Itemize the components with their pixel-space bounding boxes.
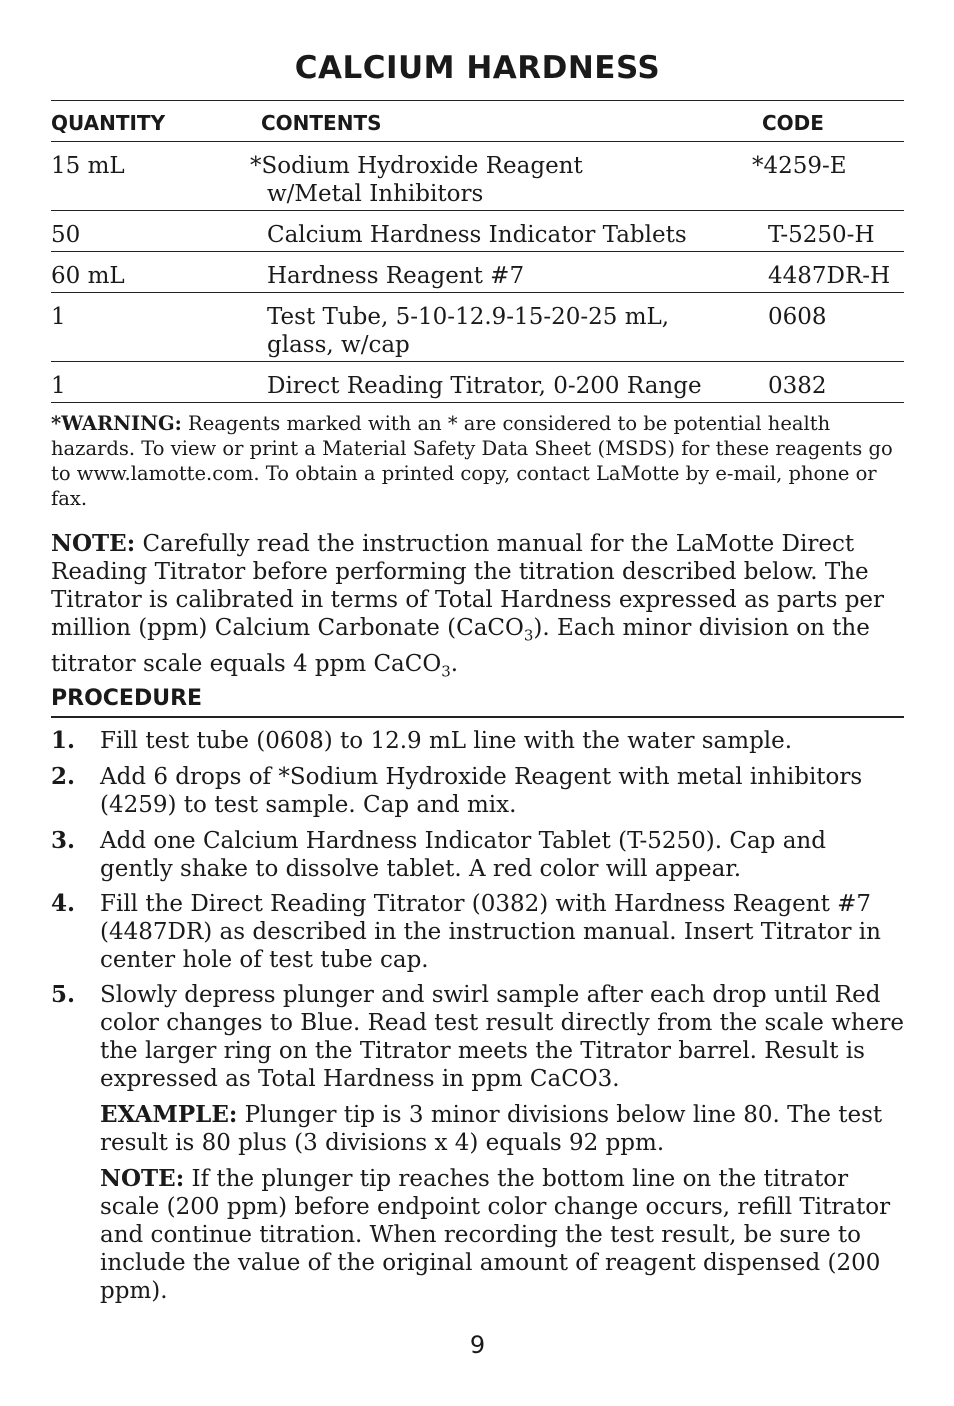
row-code: T-5250-H [768,222,875,248]
row-contents: Calcium Hardness Indicator Tablets [267,222,687,248]
row-contents: Direct Reading Titrator, 0-200 Range [267,373,702,399]
page-number: 9 [469,1331,486,1359]
header-contents: CONTENTS [261,111,382,135]
example-paragraph [100,1101,904,1157]
note-label: NOTE: [51,530,136,557]
note-text-a: Carefully read the instruction manual for the LaMotte Direct Reading Titrator before performing the titration described below. The Titrator is calibrated in terms of Total Hardness expressed as parts per million (ppm) Calcium Carbonate (CaCO [51,531,885,641]
row-code: 0382 [768,373,827,399]
procedure-title: PROCEDURE [51,686,203,711]
note-subscript-b: 3 [441,662,451,681]
note-text-b: ). Each minor division on the titrator scale equals 4 ppm CaCO [51,615,870,677]
step-number: 5. [51,981,76,1008]
example-text: Plunger tip is 3 minor divisions below line 80. The test result is 80 plus (3 divisions x 4) equals 92 ppm. [100,1102,883,1156]
row-code: 0608 [768,304,827,330]
warning-paragraph [51,411,904,511]
row-contents: Hardness Reagent #7 [267,263,525,289]
step-number: 1. [51,727,76,754]
step-text: Slowly depress plunger and swirl sample after each drop until Red color changes to Blue. Read test result directly from the scale where the larger ring on the Titrator meets the Titrator barrel. Result is expressed as Total Hardness in ppm CaCO3. [100,982,904,1092]
row-contents: Test Tube, 5-10-12.9-15-20-25 mL, [267,304,670,330]
row-code: *4259-E [752,153,847,179]
example-label: EXAMPLE: [100,1101,238,1128]
row-contents-line2: w/Metal Inhibitors [267,181,484,207]
table-header-rule [51,141,904,142]
step-text: Add one Calcium Hardness Indicator Tablet (T-5250). Cap and gently shake to dissolve tablet. A red color will appear. [100,828,826,882]
step-number: 2. [51,763,76,790]
header-quantity: QUANTITY [51,111,166,135]
step-number: 3. [51,827,76,854]
row-quantity: 50 [51,222,81,248]
procedure-note-label: NOTE: [100,1165,185,1192]
procedure-rule [51,716,904,718]
table-row-rule [51,292,904,293]
row-code: 4487DR-H [768,263,891,289]
warning-text: Reagents marked with an * are considered to be potential health hazards. To view or print a Material Safety Data Sheet (MSDS) for these reagents go to www.lamotte.com. To obtain a printed copy, contact LaMotte by e-mail, phone or fax. [51,412,893,510]
table-row-rule [51,251,904,252]
note-text-c: . [450,650,459,677]
row-contents: *Sodium Hydroxide Reagent [250,153,583,179]
procedure-note-text: If the plunger tip reaches the bottom line on the titrator scale (200 ppm) before endpoint color change occurs, refill Titrator and continue titration. When recording the test result, be sure to include the value of the original amount of reagent dispensed (200 ppm). [100,1166,891,1304]
step-number: 4. [51,890,76,917]
table-top-rule [51,100,904,101]
note-paragraph [51,530,904,685]
warning-label: *WARNING: [51,412,182,435]
row-quantity: 15 mL [51,153,125,179]
table-row-rule [51,210,904,211]
row-quantity: 1 [51,373,66,399]
page-title: CALCIUM HARDNESS [294,50,661,86]
table-row-rule [51,361,904,362]
row-contents-line2: glass, w/cap [267,332,410,358]
step-text: Fill the Direct Reading Titrator (0382) with Hardness Reagent #7 (4487DR) as described in the instruction manual. Insert Titrator in center hole of test tube cap. [100,891,881,973]
row-quantity: 60 mL [51,263,125,289]
procedure-note-paragraph [100,1165,904,1305]
row-quantity: 1 [51,304,66,330]
step-text: Add 6 drops of *Sodium Hydroxide Reagent with metal inhibitors (4259) to test sample. Cap and mix. [100,764,863,818]
header-code: CODE [762,111,824,135]
step-text: Fill test tube (0608) to 12.9 mL line with the water sample. [100,728,793,754]
note-subscript-a: 3 [523,626,534,645]
table-bottom-rule [51,402,904,403]
